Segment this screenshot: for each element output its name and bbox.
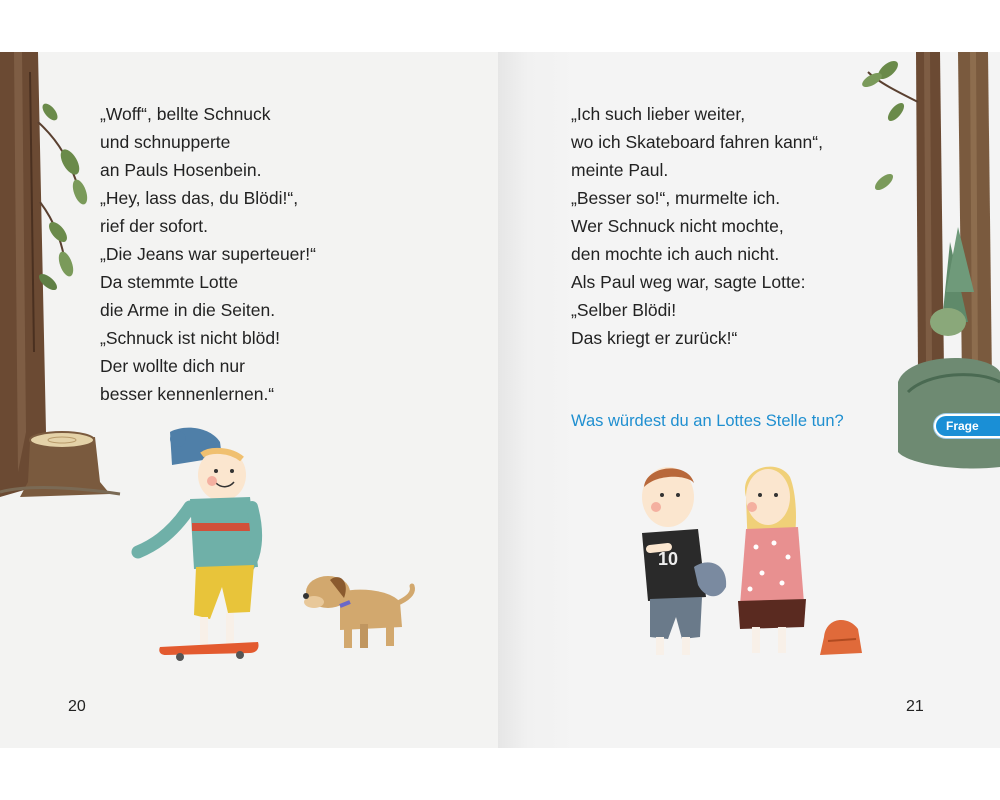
text-line: „Woff“, bellte Schnuck bbox=[100, 104, 271, 124]
boy-on-skateboard-illustration bbox=[130, 427, 270, 662]
book-spread bbox=[0, 52, 1000, 748]
left-page-text bbox=[100, 100, 316, 408]
text-line: Wer Schnuck nicht mochte, bbox=[571, 216, 784, 236]
text-line: und schnupperte bbox=[100, 132, 231, 152]
text-line: die Arme in die Seiten. bbox=[100, 300, 276, 320]
text-line: „Hey, lass das, du Blödi!“, bbox=[100, 188, 299, 208]
text-line: den mochte ich auch nicht. bbox=[571, 244, 780, 264]
text-line: rief der sofort. bbox=[100, 216, 208, 236]
text-line: „Ich such lieber weiter, bbox=[571, 104, 746, 124]
text-line: Als Paul weg war, sagte Lotte: bbox=[571, 272, 806, 292]
page-number-right: 21 bbox=[906, 698, 924, 715]
tree-stump-illustration bbox=[0, 422, 130, 502]
backpack bbox=[820, 620, 862, 655]
page-number-left: 20 bbox=[68, 698, 86, 715]
children-illustration bbox=[628, 457, 868, 662]
text-line: Da stemmte Lotte bbox=[100, 272, 239, 292]
tree-right-illustration bbox=[858, 52, 1000, 472]
text-line: „Schnuck ist nicht blöd! bbox=[100, 328, 280, 348]
text-line: besser kennenlernen.“ bbox=[100, 384, 275, 404]
shirt-number: 10 bbox=[658, 549, 679, 569]
text-line: „Besser so!“, murmelte ich. bbox=[571, 188, 781, 208]
frage-tab-label: Frage bbox=[946, 419, 979, 433]
text-line: „Selber Blödi! bbox=[571, 300, 677, 320]
frage-tab[interactable] bbox=[934, 414, 1000, 438]
text-line: an Pauls Hosenbein. bbox=[100, 160, 262, 180]
text-line: „Die Jeans war superteuer!“ bbox=[100, 244, 316, 264]
text-line: wo ich Skateboard fahren kann“, bbox=[571, 132, 823, 152]
dog-illustration bbox=[300, 572, 420, 652]
question-text: Was würdest du an Lottes Stelle tun? bbox=[571, 412, 844, 430]
text-line: Das kriegt er zurück!“ bbox=[571, 328, 738, 348]
right-page bbox=[498, 52, 1000, 748]
right-page-text bbox=[571, 100, 823, 352]
text-line: meinte Paul. bbox=[571, 160, 669, 180]
left-page bbox=[0, 52, 498, 748]
text-line: Der wollte dich nur bbox=[100, 356, 245, 376]
